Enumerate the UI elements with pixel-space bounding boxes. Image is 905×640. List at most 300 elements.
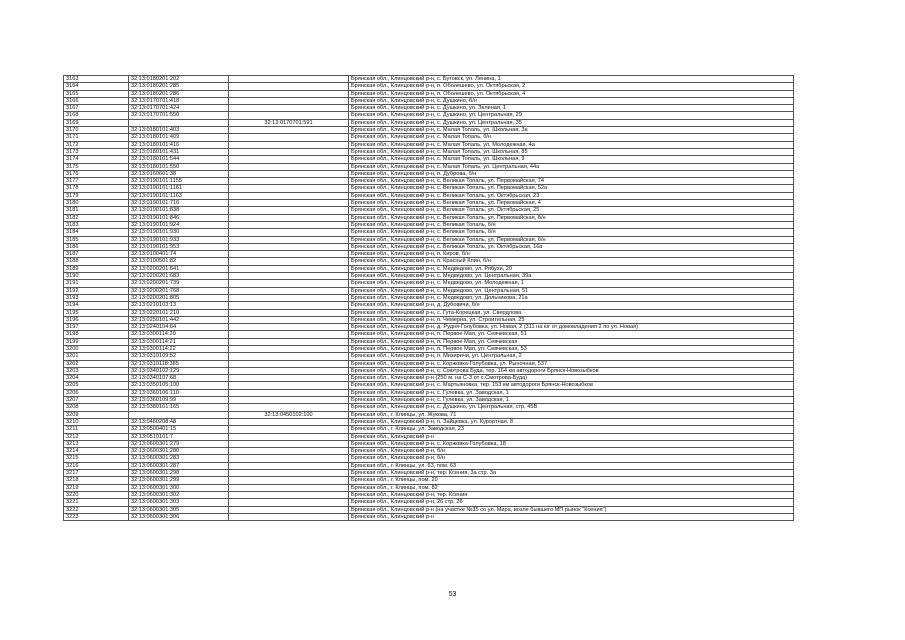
address-cell: Брянская обл., Клинцовский р-н, с. Гута-Корецкая, ул. Свердлова [349, 309, 794, 316]
cadastral-number-cell: 32:13:0600301:299 [129, 477, 229, 484]
table-row [64, 455, 794, 462]
table-row [64, 185, 794, 192]
address-cell: Брянская обл., Клинцовский р-н, д. Дубовичи, б/н [349, 302, 794, 309]
address-cell: Брянская обл., Клинцовский р-н, 26 стр. 26 [349, 499, 794, 506]
cadastral-number-cell: 32:13:0600301:280 [129, 448, 229, 455]
table-row [64, 170, 794, 177]
alt-cadastral-number-cell [229, 448, 349, 455]
cadastral-number-cell: 32:13:0600301:287 [129, 462, 229, 469]
cadastral-number-cell: 32:13:0180201:285 [129, 83, 229, 90]
address-cell: Брянская обл., Клинцовский р-н, с. Мартьяновка, тер. 153 км автодороги Брянск-Новозыбков [349, 382, 794, 389]
cadastral-number-cell: 32:13:0600301:306 [129, 513, 229, 520]
row-number-cell: 3214 [64, 448, 129, 455]
table-row [64, 375, 794, 382]
cadastral-number-cell: 32:13:0210103:13 [129, 302, 229, 309]
alt-cadastral-number-cell: 32:13:0450102:100 [229, 411, 349, 418]
alt-cadastral-number-cell: 32:13:0170701:591 [229, 119, 349, 126]
row-number-cell: 3178 [64, 185, 129, 192]
address-cell: Брянская обл., Клинцовский р-н, с. Медведово, ул. Дольникова, 21а [349, 294, 794, 301]
cadastral-number-cell: 32:13:0180101:544 [129, 156, 229, 163]
cadastral-number-cell: 32:13:0600301:302 [129, 491, 229, 498]
row-number-cell: 3199 [64, 338, 129, 345]
row-number-cell: 3181 [64, 207, 129, 214]
cadastral-number-cell: 32:13:0200201:683 [129, 273, 229, 280]
address-cell: Брянская обл., Клинцовский р-н, с. Малая Топаль, ул. Школьная, 3а [349, 127, 794, 134]
row-number-cell: 3209 [64, 411, 129, 418]
alt-cadastral-number-cell [229, 258, 349, 265]
cadastral-number-cell: 32:13:0600301:305 [129, 506, 229, 513]
address-cell: Брянская обл., Клинцовский р-н, с. Великая Топаль, ул. Первомайская, 52а [349, 185, 794, 192]
cadastral-number-cell: 32:13:0190101:716 [129, 200, 229, 207]
cadastral-number-cell: 32:13:0190101:930 [129, 229, 229, 236]
table-row [64, 112, 794, 119]
row-number-cell: 3216 [64, 462, 129, 469]
cadastral-number-cell: 32:13:0380101:165 [129, 404, 229, 411]
row-number-cell: 3177 [64, 178, 129, 185]
table-row [64, 207, 794, 214]
cadastral-number-cell: 32:13:0200201:805 [129, 294, 229, 301]
row-number-cell: 3192 [64, 287, 129, 294]
table-row [64, 251, 794, 258]
address-cell: Брянская обл., Клинцовский р-н, с. Душкино, ул. Центральная, 35 [349, 119, 794, 126]
table-row [64, 316, 794, 323]
address-cell: Брянская обл., Клинцовский р-н, с. Великая Топаль, ул. Первомайская, б/н [349, 236, 794, 243]
cadastral-number-cell: 32:13:0170701:550 [129, 112, 229, 119]
table-row [64, 309, 794, 316]
address-cell: Брянская обл., Клинцовский р-н, с. Душкино, ул. Центральная, стр. 45В [349, 404, 794, 411]
row-number-cell: 3183 [64, 221, 129, 228]
alt-cadastral-number-cell [229, 353, 349, 360]
address-cell: Брянская обл., Клинцовский р-н, с. Коржовка-Голубовка, ул. Рыночная, 537 [349, 360, 794, 367]
alt-cadastral-number-cell [229, 207, 349, 214]
address-cell: Брянская обл., Клинцовский р-н, с. Малая Топаль, ул. Молодежная, 4а [349, 141, 794, 148]
table-row [64, 258, 794, 265]
row-number-cell: 3188 [64, 258, 129, 265]
table-row [64, 236, 794, 243]
cadastral-number-cell: 32:13:0300114:22 [129, 345, 229, 352]
alt-cadastral-number-cell [229, 90, 349, 97]
alt-cadastral-number-cell [229, 462, 349, 469]
alt-cadastral-number-cell [229, 214, 349, 221]
cadastral-number-cell: 32:13:0360109:99 [129, 397, 229, 404]
table-row [64, 105, 794, 112]
row-number-cell: 3190 [64, 273, 129, 280]
table-row [64, 148, 794, 155]
row-number-cell: 3211 [64, 426, 129, 433]
address-cell: Брянская обл., Клинцовский р-н, с. Великая Топаль, ул. Первомайская, б/н [349, 214, 794, 221]
table-row [64, 477, 794, 484]
cadastral-number-cell: 32:13:0180201:286 [129, 90, 229, 97]
row-number-cell: 3182 [64, 214, 129, 221]
table-row [64, 433, 794, 440]
row-number-cell: 3169 [64, 119, 129, 126]
address-cell: Брянская обл., Клинцовский р-н, с. Смотрова Буда, тер. 164 км автодороги Брянск-Новозыбков [349, 367, 794, 374]
cadastral-number-cell: 32:13:0500401:15 [129, 426, 229, 433]
cadastral-number-cell: 32:13:0600301:303 [129, 499, 229, 506]
row-number-cell: 3191 [64, 280, 129, 287]
table-row [64, 389, 794, 396]
page-number: 53 [448, 591, 457, 598]
table-row [64, 83, 794, 90]
cadastral-number-cell [129, 119, 229, 126]
table-row [64, 156, 794, 163]
cadastral-number-cell: 32:13:0310118:385 [129, 360, 229, 367]
table-row [64, 287, 794, 294]
cadastral-number-cell: 32:13:0190101:838 [129, 207, 229, 214]
alt-cadastral-number-cell [229, 331, 349, 338]
address-cell: Брянская обл., Клинцовский р-н, с. Малая Топаль, ул. Центральная, 44а [349, 163, 794, 170]
cadastral-number-cell: 32:13:0190101:953 [129, 243, 229, 250]
cadastral-number-cell: 32:13:0100501:82 [129, 258, 229, 265]
address-cell: Брянская обл., Клинцовский р-н, п. Чемерна, ул. Строительная, 25 [349, 316, 794, 323]
address-cell: Брянская обл., г. Клинцы, ул. 63, пом. 63 [349, 462, 794, 469]
alt-cadastral-number-cell [229, 265, 349, 272]
cadastral-number-cell: 32:13:0460208:48 [129, 418, 229, 425]
row-number-cell: 3196 [64, 316, 129, 323]
cadastral-number-cell: 32:13:0350105:100 [129, 382, 229, 389]
address-cell: Брянская обл., Клинцовский р-н, с. Великая Топаль, ул. Октябрьская, 23 [349, 192, 794, 199]
table-row [64, 484, 794, 491]
cadastral-number-cell: 32:13:0190101:1163 [129, 192, 229, 199]
table-row [64, 178, 794, 185]
alt-cadastral-number-cell [229, 243, 349, 250]
address-cell: Брянская обл., Клинцовский р-н, с. Великая Топаль, ул. Октябрьская, 16а [349, 243, 794, 250]
row-number-cell: 3202 [64, 360, 129, 367]
address-cell: Брянская обл., Клинцовский р-н, с. Коржовка-Голубовка, 18 [349, 440, 794, 447]
row-number-cell: 3180 [64, 200, 129, 207]
cadastral-number-cell: 32:13:0200201:768 [129, 287, 229, 294]
address-cell: Брянская обл., Клинцовский р-н, с. Гулевка, ул. Заводская, 1 [349, 397, 794, 404]
cadastral-number-cell: 32:13:0600301:300 [129, 484, 229, 491]
address-cell: Брянская обл., Клинцовский р-н, б/н [349, 448, 794, 455]
table-row [64, 192, 794, 199]
address-cell: Брянская обл., Клинцовский р-н, п. Зайцевка, ул. Курортная, 8 [349, 418, 794, 425]
table-row [64, 141, 794, 148]
alt-cadastral-number-cell [229, 360, 349, 367]
cadastral-number-cell: 32:13:0510101:7 [129, 433, 229, 440]
alt-cadastral-number-cell [229, 397, 349, 404]
table-row [64, 294, 794, 301]
address-cell: Брянская обл., Клинцовский р-н, с. Душкино, ул. Зеленая, 1 [349, 105, 794, 112]
address-cell: Брянская обл., Клинцовский р-н, с. Великая Топаль, ул. Первомайская, 4 [349, 200, 794, 207]
alt-cadastral-number-cell [229, 105, 349, 112]
row-number-cell: 3195 [64, 309, 129, 316]
alt-cadastral-number-cell [229, 221, 349, 228]
row-number-cell: 3221 [64, 499, 129, 506]
address-cell: Брянская обл., Клинцовский р-н, с. Гулевка, ул. Заводская, 1 [349, 389, 794, 396]
row-number-cell: 3201 [64, 353, 129, 360]
alt-cadastral-number-cell [229, 455, 349, 462]
address-cell: Брянская обл., Клинцовский р-н, с. Душкино, ул. Центральная, 29 [349, 112, 794, 119]
address-cell: Брянская обл., Клинцовский р-н, с. Великая Топаль, б/н [349, 229, 794, 236]
cadastral-number-cell: 32:13:0220101:210 [129, 309, 229, 316]
table-row [64, 418, 794, 425]
cadastral-number-cell: 32:13:0180101:403 [129, 127, 229, 134]
table-row [64, 331, 794, 338]
cadastral-number-cell: 32:13:0250101:442 [129, 316, 229, 323]
alt-cadastral-number-cell [229, 367, 349, 374]
row-number-cell: 3172 [64, 141, 129, 148]
address-cell: Брянская обл., Клинцовский р-н, п. Киров, б/н [349, 251, 794, 258]
table-row [64, 229, 794, 236]
cadastral-number-cell: 32:13:0360106:110 [129, 389, 229, 396]
alt-cadastral-number-cell [229, 477, 349, 484]
alt-cadastral-number-cell [229, 156, 349, 163]
row-number-cell: 3223 [64, 513, 129, 520]
row-number-cell: 3210 [64, 418, 129, 425]
address-cell: Брянская обл., Клинцовский р-н (250 м. на С-З от с.Смотрова-Буда) [349, 375, 794, 382]
address-cell: Брянская обл., Клинцовский р-н, п. Первое Мая, ул. Севчевская [349, 338, 794, 345]
alt-cadastral-number-cell [229, 426, 349, 433]
alt-cadastral-number-cell [229, 338, 349, 345]
address-cell: Брянская обл., Клинцовский р-н [349, 433, 794, 440]
cadastral-number-cell: 32:13:0300114:20 [129, 331, 229, 338]
alt-cadastral-number-cell [229, 141, 349, 148]
address-cell: Брянская обл., Клинцовский р-н, с. Великая Топаль, ул. Первомайская, 74 [349, 178, 794, 185]
row-number-cell: 3179 [64, 192, 129, 199]
row-number-cell: 3217 [64, 470, 129, 477]
row-number-cell: 3222 [64, 506, 129, 513]
address-cell: Брянская обл., Клинцовский р-н, с. Бутовск, ул. Ленина, 1 [349, 76, 794, 83]
address-cell: Брянская обл., г. Клинцы, ул. Жукова, 71 [349, 411, 794, 418]
address-cell: Брянская обл., Клинцовский р-н, с. Великая Топаль, б/н [349, 221, 794, 228]
register-table-body [64, 76, 794, 521]
table-row [64, 163, 794, 170]
address-cell: Брянская обл., Клинцовский р-н, п. Первое Мая, ул. Севчевская, 53 [349, 345, 794, 352]
alt-cadastral-number-cell [229, 273, 349, 280]
alt-cadastral-number-cell [229, 229, 349, 236]
cadastral-number-cell: 32:13:0190101:846 [129, 214, 229, 221]
alt-cadastral-number-cell [229, 316, 349, 323]
cadastral-number-cell: 32:13:0200201:641 [129, 265, 229, 272]
row-number-cell: 3175 [64, 163, 129, 170]
alt-cadastral-number-cell [229, 76, 349, 83]
alt-cadastral-number-cell [229, 484, 349, 491]
row-number-cell: 3194 [64, 302, 129, 309]
address-cell: Брянская обл., Клинцовский р-н, с. Медведово, ул. Рябухи, 20 [349, 265, 794, 272]
cadastral-number-cell: 32:13:0600301:283 [129, 455, 229, 462]
address-cell: Брянская обл., Клинцовский р-н, с. Медведово, ул. Центральная, 51 [349, 287, 794, 294]
table-row [64, 367, 794, 374]
cadastral-number-cell: 32:13:0170701:418 [129, 97, 229, 104]
row-number-cell: 3174 [64, 156, 129, 163]
alt-cadastral-number-cell [229, 200, 349, 207]
row-number-cell: 3198 [64, 331, 129, 338]
alt-cadastral-number-cell [229, 112, 349, 119]
row-number-cell: 3213 [64, 440, 129, 447]
alt-cadastral-number-cell [229, 513, 349, 520]
alt-cadastral-number-cell [229, 345, 349, 352]
table-row [64, 397, 794, 404]
cadastral-number-cell: 32:13:0240104:64 [129, 324, 229, 331]
row-number-cell: 3170 [64, 127, 129, 134]
table-row [64, 200, 794, 207]
table-row [64, 273, 794, 280]
alt-cadastral-number-cell [229, 375, 349, 382]
table-row [64, 119, 794, 126]
table-row [64, 440, 794, 447]
table-row [64, 382, 794, 389]
row-number-cell: 3220 [64, 491, 129, 498]
cadastral-number-cell: 32:13:0180101:416 [129, 141, 229, 148]
table-row [64, 411, 794, 418]
alt-cadastral-number-cell [229, 148, 349, 155]
alt-cadastral-number-cell [229, 302, 349, 309]
table-row [64, 90, 794, 97]
table-row [64, 127, 794, 134]
table-row [64, 324, 794, 331]
row-number-cell: 3163 [64, 76, 129, 83]
row-number-cell: 3206 [64, 389, 129, 396]
address-cell: Брянская обл., Клинцовский р-н, п. Оболешево, ул. Октябрьская, 2 [349, 83, 794, 90]
cadastral-number-cell: 32:13:0180101:431 [129, 148, 229, 155]
cadastral-number-cell: 32:13:0300114:21 [129, 338, 229, 345]
table-row [64, 214, 794, 221]
row-number-cell: 3189 [64, 265, 129, 272]
alt-cadastral-number-cell [229, 294, 349, 301]
row-number-cell: 3168 [64, 112, 129, 119]
table-row [64, 360, 794, 367]
table-row [64, 353, 794, 360]
alt-cadastral-number-cell [229, 404, 349, 411]
row-number-cell: 3173 [64, 148, 129, 155]
table-row [64, 345, 794, 352]
row-number-cell: 3208 [64, 404, 129, 411]
cadastral-number-cell: 32:13:0600301:279 [129, 440, 229, 447]
row-number-cell: 3171 [64, 134, 129, 141]
row-number-cell: 3166 [64, 97, 129, 104]
row-number-cell: 3193 [64, 294, 129, 301]
row-number-cell: 3212 [64, 433, 129, 440]
alt-cadastral-number-cell [229, 389, 349, 396]
alt-cadastral-number-cell [229, 491, 349, 498]
alt-cadastral-number-cell [229, 440, 349, 447]
alt-cadastral-number-cell [229, 163, 349, 170]
address-cell: Брянская обл., Клинцовский р-н, п. Оболешево, ул. Октябрьская, 4 [349, 90, 794, 97]
alt-cadastral-number-cell [229, 324, 349, 331]
alt-cadastral-number-cell [229, 134, 349, 141]
alt-cadastral-number-cell [229, 236, 349, 243]
address-cell: Брянская обл., Клинцовский р-н, б/н [349, 455, 794, 462]
alt-cadastral-number-cell [229, 251, 349, 258]
table-row [64, 265, 794, 272]
row-number-cell: 3204 [64, 375, 129, 382]
table-row [64, 338, 794, 345]
address-cell: Брянская обл., Клинцовский р-н (на участке №35 со ул. Мира, возле бывшего МП рынок "Ксения") [349, 506, 794, 513]
table-row [64, 506, 794, 513]
cadastral-number-cell: 32:13:0160601:38 [129, 170, 229, 177]
alt-cadastral-number-cell [229, 97, 349, 104]
address-cell: Брянская обл., г. Клинцы, ул. Заводская, 23 [349, 426, 794, 433]
cadastral-number-cell: 32:13:0100401:74 [129, 251, 229, 258]
row-number-cell: 3205 [64, 382, 129, 389]
table-row [64, 470, 794, 477]
address-cell: Брянская обл., Клинцовский р-н, тер. Ксения, 3а стр. 3а [349, 470, 794, 477]
alt-cadastral-number-cell [229, 433, 349, 440]
cadastral-number-cell [129, 411, 229, 418]
register-table [63, 75, 794, 521]
cadastral-number-cell: 32:13:0190101:924 [129, 221, 229, 228]
table-row [64, 97, 794, 104]
alt-cadastral-number-cell [229, 83, 349, 90]
cadastral-number-cell: 32:13:0180101:409 [129, 134, 229, 141]
alt-cadastral-number-cell [229, 170, 349, 177]
table-row [64, 448, 794, 455]
row-number-cell: 3184 [64, 229, 129, 236]
row-number-cell: 3185 [64, 236, 129, 243]
table-row [64, 134, 794, 141]
address-cell: Брянская обл., Клинцовский р-н [349, 513, 794, 520]
table-row [64, 76, 794, 83]
address-cell: Брянская обл., Клинцовский р-н, п. Красный Клин, б/н [349, 258, 794, 265]
table-row [64, 302, 794, 309]
alt-cadastral-number-cell [229, 192, 349, 199]
address-cell: Брянская обл., Клинцовский р-н, с. Великая Топаль, ул. Октябрьская, 25 [349, 207, 794, 214]
alt-cadastral-number-cell [229, 287, 349, 294]
cadastral-number-cell: 32:13:0170701:424 [129, 105, 229, 112]
cadastral-number-cell: 32:13:0180201:202 [129, 76, 229, 83]
table-row [64, 426, 794, 433]
address-cell: Брянская обл., Клинцовский р-н, п. Дуброва, б/н [349, 170, 794, 177]
row-number-cell: 3200 [64, 345, 129, 352]
address-cell: Брянская обл., Клинцовский р-н, с. Малая Топаль, ул. Школьная, 85 [349, 148, 794, 155]
address-cell: Брянская обл., г. Клинцы, пом. 20 [349, 477, 794, 484]
table-row [64, 491, 794, 498]
cadastral-number-cell: 32:13:0340102:129 [129, 367, 229, 374]
table-row [64, 280, 794, 287]
row-number-cell: 3197 [64, 324, 129, 331]
alt-cadastral-number-cell [229, 499, 349, 506]
address-cell: Брянская обл., Клинцовский р-н, п. Первое Мая, ул. Севчевская, 51 [349, 331, 794, 338]
row-number-cell: 3176 [64, 170, 129, 177]
row-number-cell: 3164 [64, 83, 129, 90]
row-number-cell: 3187 [64, 251, 129, 258]
cadastral-number-cell: 32:13:0340107:68 [129, 375, 229, 382]
alt-cadastral-number-cell [229, 382, 349, 389]
row-number-cell: 3165 [64, 90, 129, 97]
cadastral-number-cell: 32:13:0190101:1155 [129, 178, 229, 185]
row-number-cell: 3167 [64, 105, 129, 112]
row-number-cell: 3219 [64, 484, 129, 491]
cadastral-number-cell: 32:13:0200201:739 [129, 280, 229, 287]
address-cell: Брянская обл., Клинцовский р-н, тер. Ксения [349, 491, 794, 498]
address-cell: Брянская обл., Клинцовский р-н, с. Медведово, ул. Молодежная, 1 [349, 280, 794, 287]
cadastral-number-cell: 32:13:0310109:52 [129, 353, 229, 360]
address-cell: Брянская обл., Клинцовский р-н, с. Малая Топаль, ул. Школьная, 9 [349, 156, 794, 163]
alt-cadastral-number-cell [229, 127, 349, 134]
address-cell: Брянская обл., Клинцовский р-н, с. Медведово, ул. Центральная, 39а [349, 273, 794, 280]
cadastral-number-cell: 32:13:0600301:298 [129, 470, 229, 477]
alt-cadastral-number-cell [229, 418, 349, 425]
table-row [64, 404, 794, 411]
table-row [64, 462, 794, 469]
table-row [64, 513, 794, 520]
cadastral-number-cell: 32:13:0180101:550 [129, 163, 229, 170]
address-cell: Брянская обл., Клинцовский р-н, п. Мизиричи, ул. Центральная, 2 [349, 353, 794, 360]
address-cell: Брянская обл., Клинцовский р-н, с. Малая Топаль, б/н [349, 134, 794, 141]
alt-cadastral-number-cell [229, 506, 349, 513]
row-number-cell: 3203 [64, 367, 129, 374]
alt-cadastral-number-cell [229, 185, 349, 192]
table-row [64, 221, 794, 228]
row-number-cell: 3215 [64, 455, 129, 462]
address-cell: Брянская обл., г. Клинцы, пом. 82 [349, 484, 794, 491]
table-row [64, 243, 794, 250]
row-number-cell: 3207 [64, 397, 129, 404]
table-row [64, 499, 794, 506]
alt-cadastral-number-cell [229, 178, 349, 185]
address-cell: Брянская обл., Клинцовский р-н, с. Душкино, б/н [349, 97, 794, 104]
